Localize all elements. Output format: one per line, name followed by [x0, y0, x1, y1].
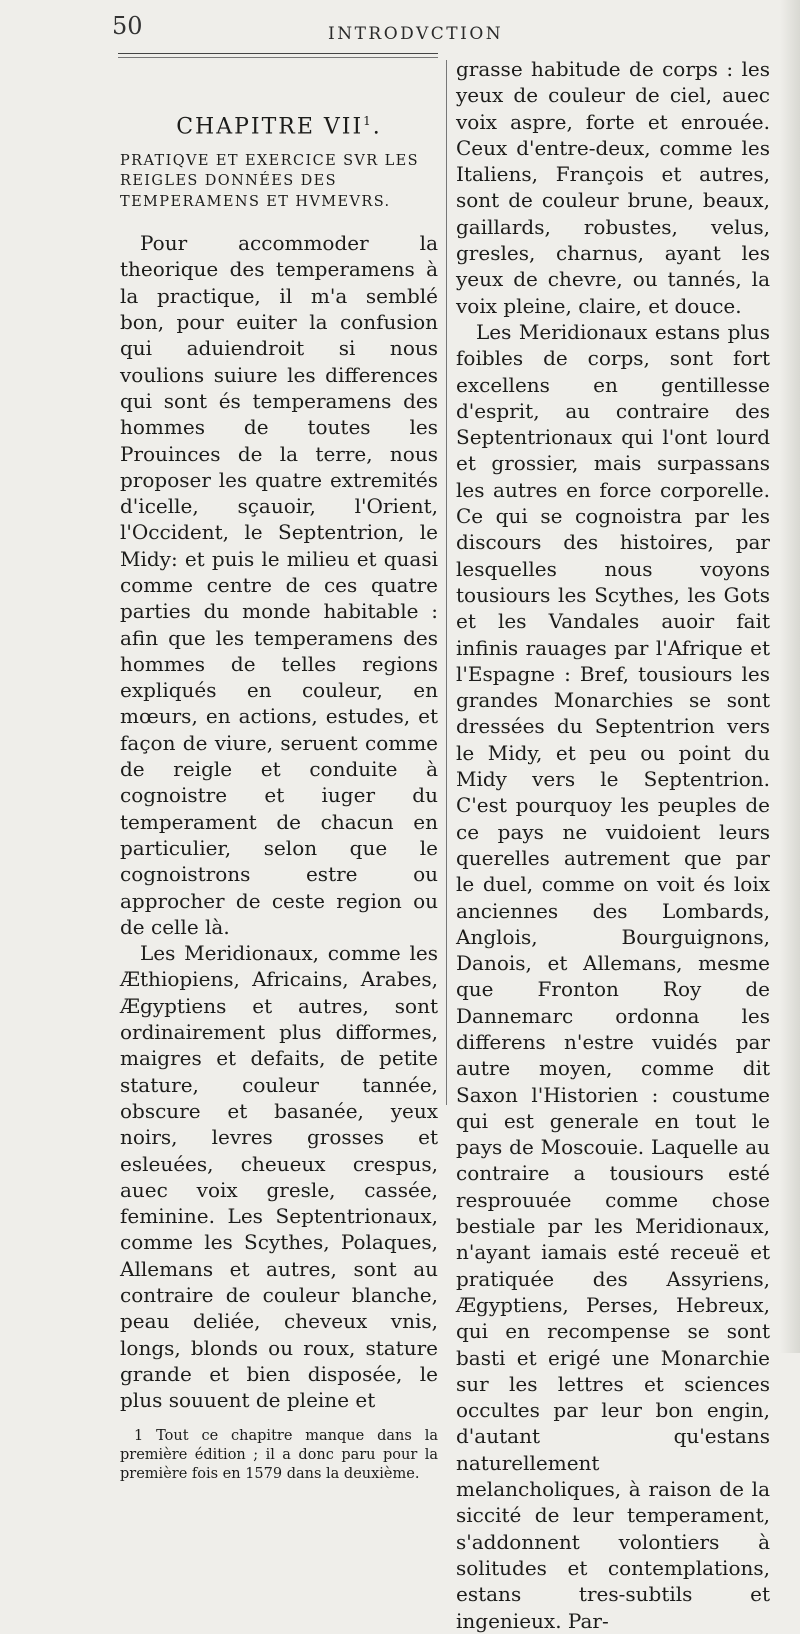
paragraph: Les Meridionaux estans plus foibles de corps, sont fort excellens en gentillesse d'esprit, au contraire des Septentrionaux qui l'ont lourd et grossier, mais surpassans les autres en force corporelle. Ce qui se cognoistra par les discours des histoires, par lesquelles nous voyons tousiours les Scythes, les Gots et les Vandales auoir fait infinis rauages par l'Afrique et l'Espagne : Bref, tousiours les grandes Monarchies se sont dressées du Septentrion vers le Midy, et peu ou point du Midy vers le Septentrion. C'est pourquoy les peuples de ce pays ne vuidoient leurs querelles autrement que par le duel, comme on voit és loix anciennes des Lombards, Anglois, Bourguignons, Danois, et Allemans, mesme que Fronton Roy de Dannemarc ordonna les differens n'estre vuidés par autre moyen, comme dit Saxon l'Historien : coustume qui est generale en tout le pays de Moscouie. Laquelle au contraire a tousiours esté resprouuée comme chose bestiale par les Meridionaux, n'ayant iamais esté receuë et pratiquée des Assyriens, Ægyptiens, Perses, Hebreux, qui en recompense se sont basti et erigé une Monarchie sur les lettres et sciences occultes par leur bon engin, d'autant qu'estans naturellement melancholiques, à raison de la siccité de leur temperament, s'addonnent volontiers à solitudes et contemplations, estans tres-subtils et ingenieux. Par-: [456, 319, 770, 1633]
header-rule-double: [118, 57, 438, 58]
paragraph: Pour accommoder la theorique des temperamens à la practique, il m'a semblé bon, pour euiter la confusion qui aduiendroit si nous voulions suiure les differences qui sont és temperamens des hommes de toutes les Prouinces de la terre, nous proposer les quatre extremités d'icelle, sçauoir, l'Orient, l'Occident, le Septentrion, le Midy: et puis le milieu et quasi comme centre de ces quatre parties du monde habitable : afin que les temperamens des hommes de telles regions expliqués en couleur, en mœurs, en actions, estudes, et façon de viure, seruent comme de reigle et conduite à cognoistre et iuger du temperament de chacun en particulier, selon que le cognoistrons estre ou approcher de ceste region ou de celle là.: [120, 231, 438, 939]
left-column: [120, 108, 438, 1499]
running-head: INTRODVCTION: [328, 24, 504, 44]
chapter-subtitle: PRATIQVE ET EXERCICE SVR LES REIGLES DONNÉES DES TEMPERAMENS ET HVMEVRS.: [120, 152, 419, 210]
paragraph: Les Meridionaux, comme les Æthiopiens, Africains, Arabes, Ægyptiens et autres, sont ordinairement plus difformes, maigres et defaits, de petite stature, couleur tannée, obscure et basanée, yeux noirs, levres grosses et esleuées, cheueux crespus, auec voix gresle, cassée, feminine. Les Septentrionaux, comme les Scythes, Polaques, Allemans et autres, sont au contraire de couleur blanche, peau deliée, cheveux vnis, longs, blonds ou roux, stature grande et bien disposée, le plus souuent de pleine et: [120, 941, 438, 1413]
chapter-title: CHAPITRE VII$^1$.: [176, 114, 382, 140]
footnote: 1 Tout ce chapitre manque dans la première édition ; il a donc paru pour la première fois en 1579 dans la deuxième.: [120, 1428, 438, 1483]
column-divider: [446, 60, 447, 1105]
right-column: [456, 56, 770, 1634]
page-edge-shadow: [780, 0, 800, 1353]
paragraph: grasse habitude de corps : les yeux de couleur de ciel, auec voix aspre, forte et enrouée. Ceux d'entre-deux, comme les Italiens, François et autres, sont de couleur brune, beaux, gaillards, robustes, velus, gresles, charnus, ayant les yeux de chevre, ou tannés, la voix pleine, claire, et douce.: [456, 57, 770, 318]
chapter-note-mark: 1: [363, 114, 373, 128]
header-rule: [118, 53, 438, 54]
page-number: 50: [112, 12, 143, 40]
